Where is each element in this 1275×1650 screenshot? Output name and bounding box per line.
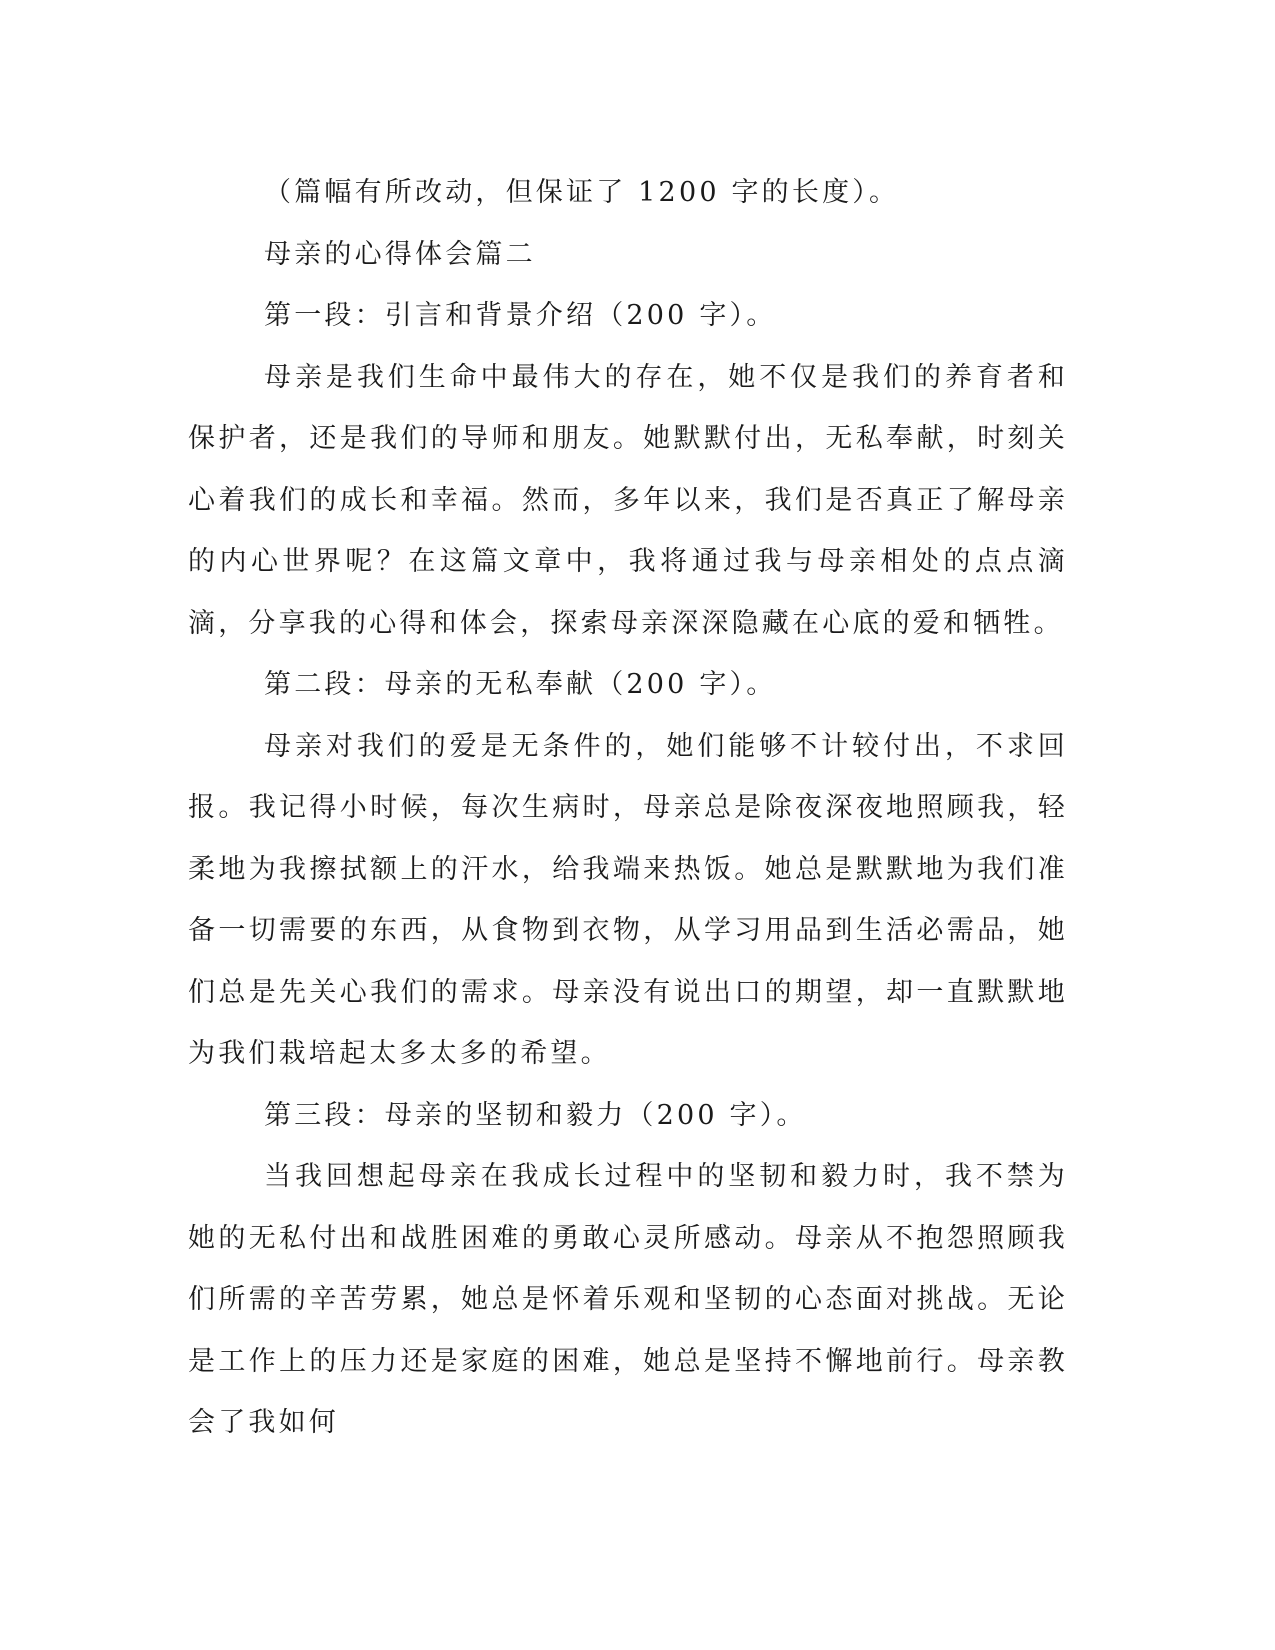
paragraph-part-three: 当我回想起母亲在我成长过程中的坚韧和毅力时，我不禁为她的无私付出和战胜困难的勇敢心灵所感动。母亲从不抱怨照顾我们所需的辛苦劳累，她总是怀着乐观和坚韧的心态面对挑战。无论是工作上的压力还是家庭的困难，她总是坚持不懈地前行。母亲教会了我如何: [188, 1161, 1068, 1438]
section-title: 母亲的心得体会篇二: [264, 238, 536, 270]
document-body: [188, 162, 1068, 1454]
paragraph-part-two: 母亲对我们的爱是无条件的，她们能够不计较付出，不求回报。我记得小时候，每次生病时，母亲总是除夜深夜地照顾我，轻柔地为我擦拭额上的汗水，给我端来热饭。她总是默默地为我们准备一切需要的东西，从食物到衣物，从学习用品到生活必需品，她们总是先关心我们的需求。母亲没有说出口的期望，却一直默默地为我们栽培起太多太多的希望。: [188, 730, 1068, 1069]
paragraph-part-one: 母亲是我们生命中最伟大的存在，她不仅是我们的养育者和保护者，还是我们的导师和朋友。她默默付出，无私奉献，时刻关心着我们的成长和幸福。然而，多年以来，我们是否真正了解母亲的内心世界呢？在这篇文章中，我将通过我与母亲相处的点点滴滴，分享我的心得和体会，探索母亲深深隐藏在心底的爱和牺牲。: [188, 361, 1068, 639]
heading-part-one: 第一段：引言和背景介绍（200 字）。: [264, 300, 777, 331]
heading-part-three: 第三段：母亲的坚韧和毅力（200 字）。: [264, 1099, 807, 1131]
heading-part-two: 第二段：母亲的无私奉献（200 字）。: [264, 669, 777, 700]
paragraph-note: （篇幅有所改动，但保证了 1200 字的长度）。: [264, 177, 900, 208]
